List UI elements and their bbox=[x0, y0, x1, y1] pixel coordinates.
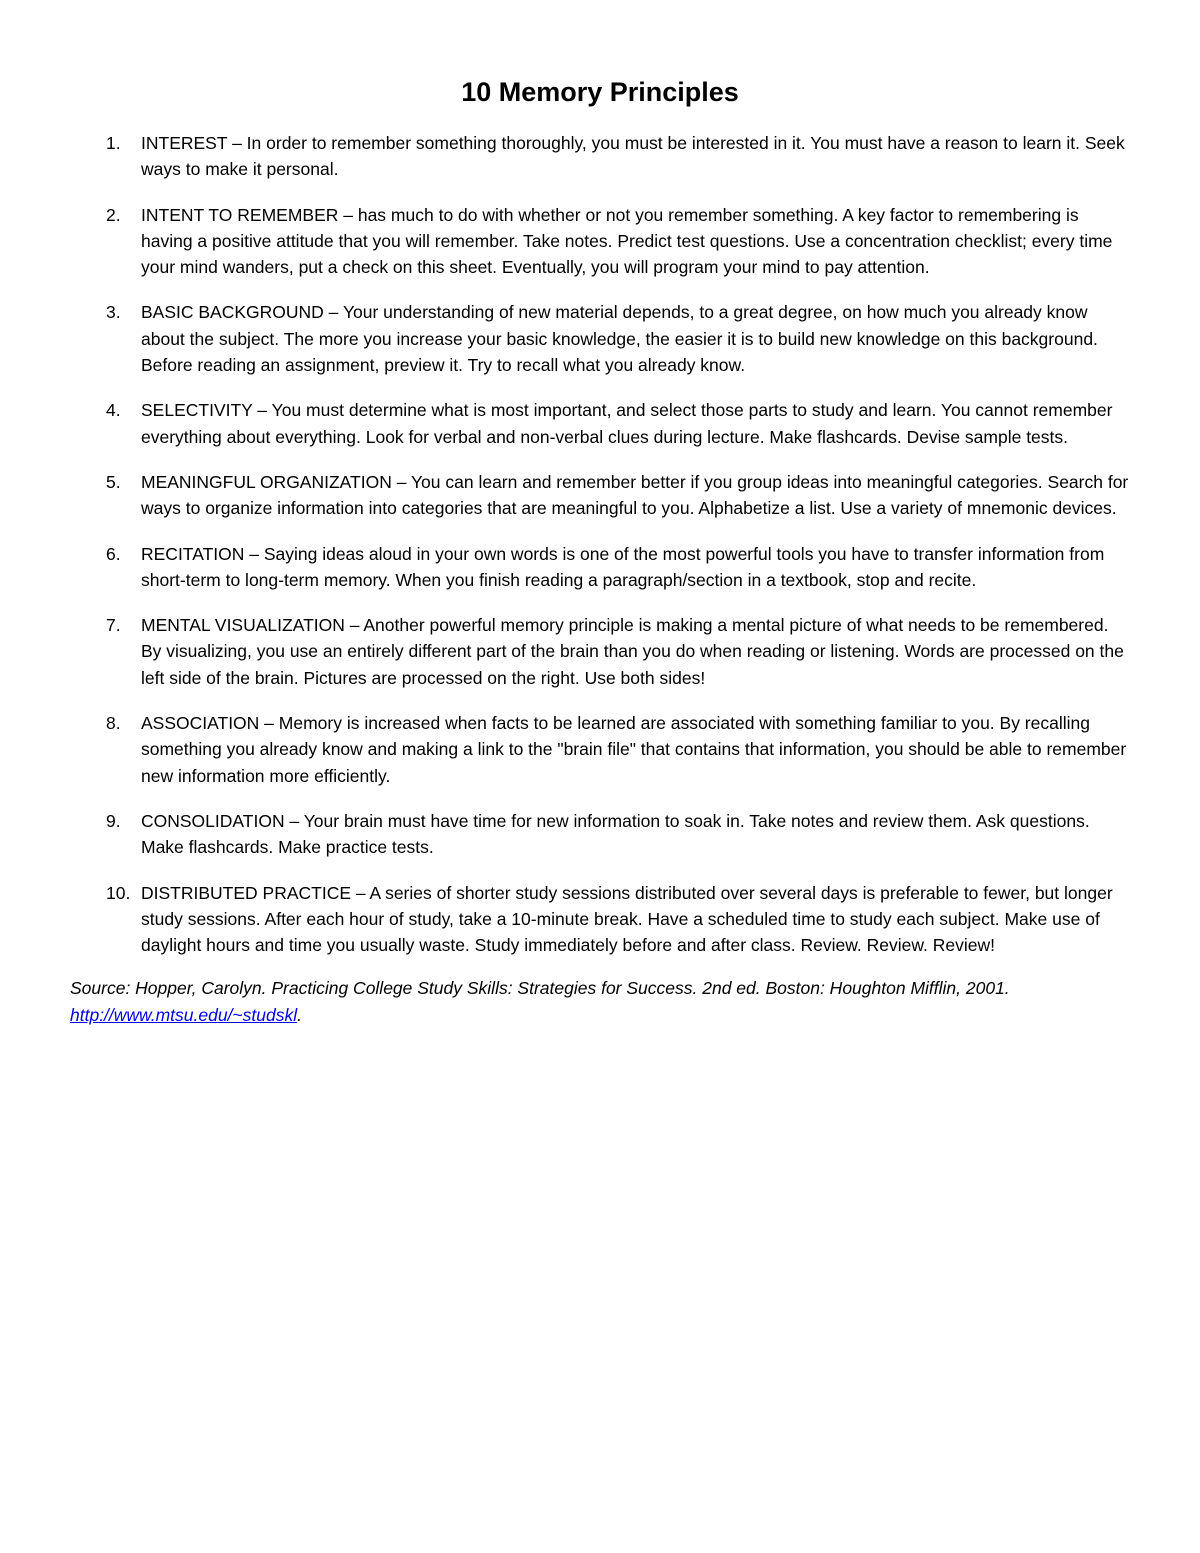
item-number: 3. bbox=[106, 302, 121, 323]
list-item bbox=[70, 469, 1130, 522]
item-text: INTEREST – In order to remember something thoroughly, you must be interested in it. You must have a reason to learn it. Seek ways to make it personal. bbox=[141, 133, 1125, 180]
page-title: 10 Memory Principles bbox=[461, 77, 739, 107]
item-text: DISTRIBUTED PRACTICE – A series of shorter study sessions distributed over several days is preferable to fewer, but longer study sessions. After each hour of study, take a 10-minute break. Have a scheduled time to study each subject. Make use of daylight hours and time you usually waste. Study immediately before and after class. Review. Review. Review! bbox=[141, 882, 1113, 956]
item-number: 2. bbox=[106, 204, 121, 225]
item-number: 6. bbox=[106, 543, 121, 564]
source-link[interactable]: http://www.mtsu.edu/~studskl bbox=[70, 1004, 298, 1025]
list-item bbox=[70, 202, 1130, 281]
source-text: Source: Hopper, Carolyn. Practicing College Study Skills: Strategies for Success. 2nd ed. Boston: Houghton Mifflin, 2001. bbox=[70, 978, 1010, 999]
item-text: BASIC BACKGROUND – Your understanding of new material depends, to a great degree, on how much you already know about the subject. The more you increase your basic knowledge, the easier it is to build new knowledge on this background. Before reading an assignment, preview it. Try to recall what you already know. bbox=[141, 302, 1098, 376]
list-item bbox=[70, 397, 1130, 450]
list-item bbox=[70, 880, 1130, 959]
item-number: 5. bbox=[106, 471, 121, 492]
item-number: 1. bbox=[106, 133, 121, 153]
item-text: MEANINGFUL ORGANIZATION – You can learn and remember better if you group ideas into meaningful categories. Search for ways to organize information into categories that are meaningful to you. Alphabetize a list. Use a variety of mnemonic devices. bbox=[141, 471, 1129, 519]
item-text: RECITATION – Saying ideas aloud in your own words is one of the most powerful tools you have to transfer information from short-term to long-term memory. When you finish reading a paragraph/section in a textbook, stop and recite. bbox=[141, 543, 1105, 590]
item-number: 8. bbox=[106, 713, 121, 734]
item-number: 9. bbox=[106, 810, 121, 831]
item-text: MENTAL VISUALIZATION – Another powerful memory principle is making a mental picture of what needs to be remembered. By visualizing, you use an entirely different part of the brain than you do when reading or listening. Words are processed on the left side of the brain. Pictures are processed on the right. Use both sides! bbox=[141, 615, 1124, 688]
list-item bbox=[70, 808, 1130, 861]
source-citation bbox=[70, 975, 1130, 1028]
item-number: 4. bbox=[106, 400, 121, 421]
item-text: SELECTIVITY – You must determine what is most important, and select those parts to study and learn. You cannot remember everything about everything. Look for verbal and non-verbal clues during lecture. Make flashcards. Devise sample tests. bbox=[141, 400, 1113, 447]
list-item bbox=[70, 710, 1130, 789]
list-item bbox=[70, 612, 1130, 691]
item-number: 7. bbox=[106, 615, 121, 636]
principles-list bbox=[70, 130, 1130, 958]
item-text: CONSOLIDATION – Your brain must have time for new information to soak in. Take notes and review them. Ask questions. Make flashcards. Make practice tests. bbox=[141, 810, 1090, 858]
list-item bbox=[70, 541, 1130, 594]
item-text: INTENT TO REMEMBER – has much to do with whether or not you remember something. A key factor to remembering is having a positive attitude that you will remember. Take notes. Predict test questions. Use a concentration checklist; every time your mind wanders, put a check on this sheet. Eventually, you will program your mind to pay attention. bbox=[141, 204, 1113, 278]
source-suffix: . bbox=[297, 1004, 302, 1025]
item-text: ASSOCIATION – Memory is increased when facts to be learned are associated with something familiar to you. By recalling something you already know and making a link to the "brain file" that contains that information, you should be able to remember new information more efficiently. bbox=[141, 713, 1127, 786]
list-item bbox=[70, 130, 1130, 183]
item-number: 10. bbox=[106, 882, 131, 903]
list-item bbox=[70, 299, 1130, 378]
